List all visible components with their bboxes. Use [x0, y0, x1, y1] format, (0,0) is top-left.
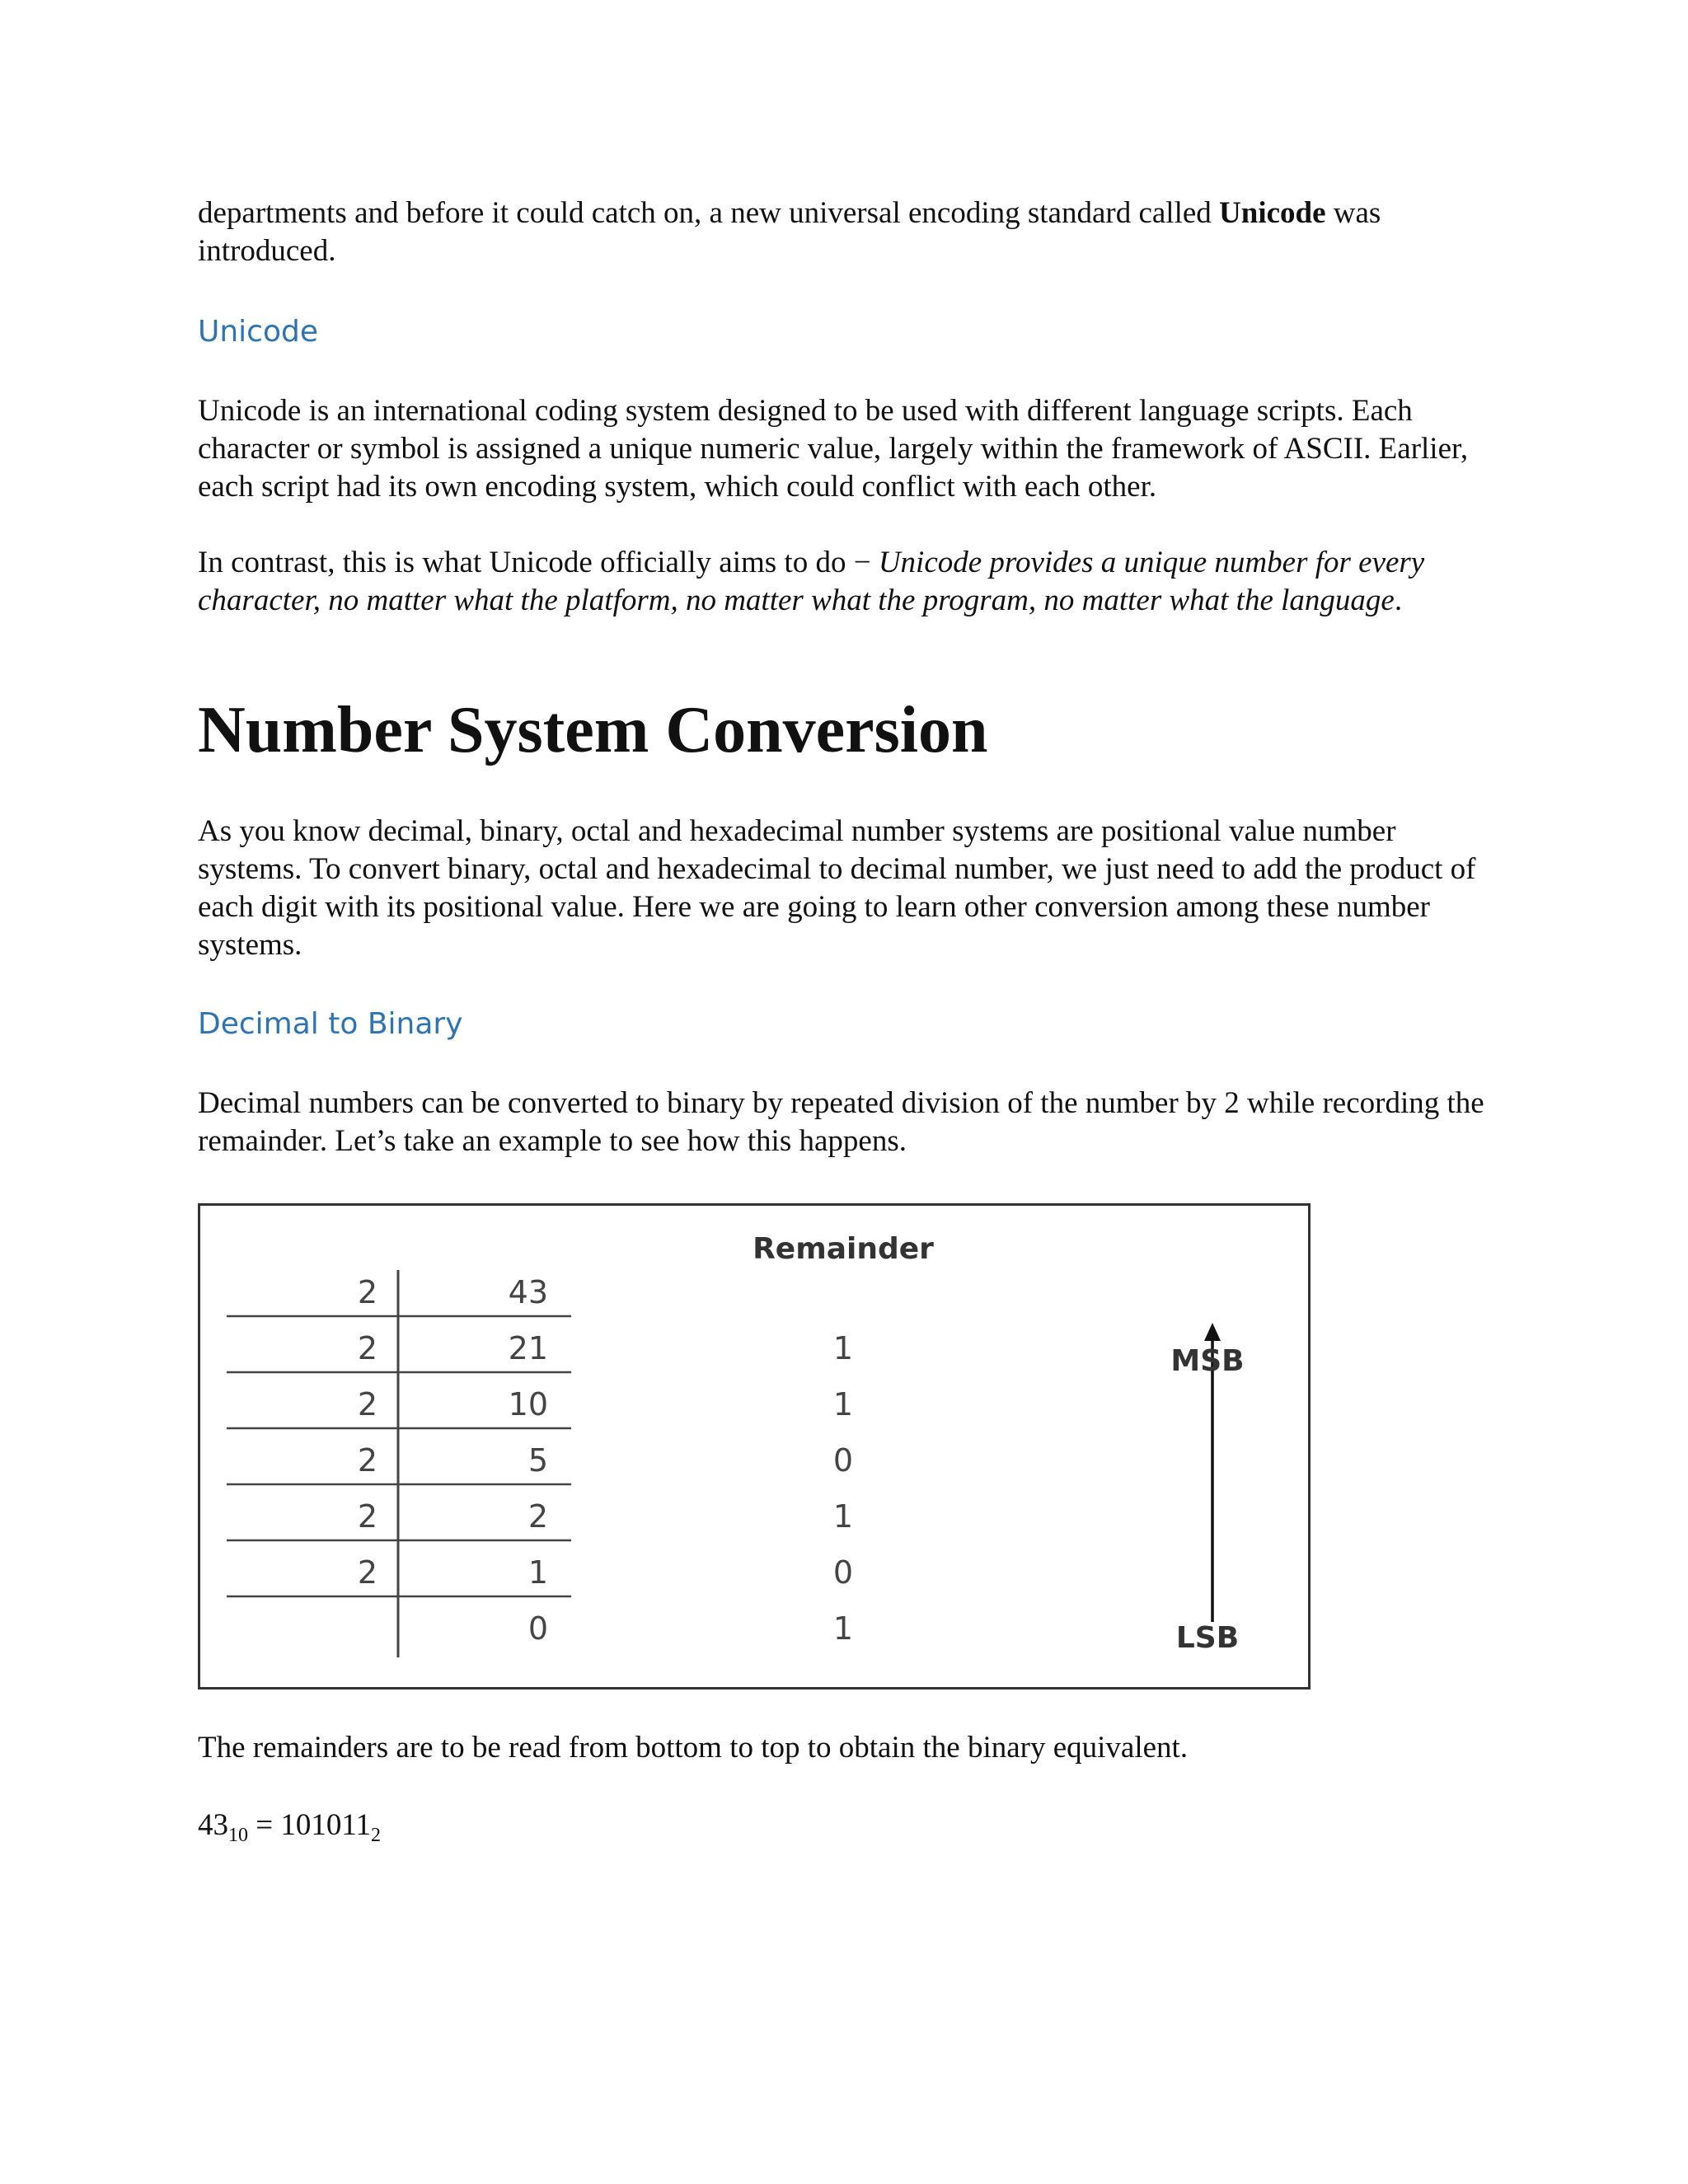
- unicode-p2-lead: In contrast, this is what Unicode officially aims to do −: [198, 546, 879, 579]
- quotient-value: 5: [528, 1442, 548, 1479]
- division-rows: [227, 1274, 853, 1647]
- decimal-to-binary-heading: Decimal to Binary: [198, 1007, 463, 1041]
- division-figure: [198, 1203, 1311, 1690]
- intro-text-end: was introduced.: [198, 196, 1381, 268]
- eq-equals: =: [248, 1808, 281, 1842]
- quotient-value: 43: [508, 1274, 548, 1310]
- arrow-up-icon: [1204, 1323, 1221, 1341]
- conclusion-paragraph: The remainders are to be read from bottom to top to obtain the binary equivalent.: [198, 1731, 1189, 1765]
- intro-paragraph: [198, 194, 1500, 270]
- binary-equation: [198, 1807, 381, 1854]
- quotient-value: 10: [508, 1386, 548, 1422]
- conversion-paragraph: As you know decimal, binary, octal and hexadecimal number systems are positional value number systems. To convert binary, octal and hexadecimal to decimal number, we just need to add the product of each digit with its positional value. Here we are going to learn other conversion among these number systems.: [198, 814, 1476, 962]
- remainder-value: 1: [832, 1330, 854, 1366]
- unicode-paragraph-1: Unicode is an international coding system designed to be used with different language scripts. Each character or symbol is assigned a unique numeric value, largely within the framework of ASCII. Earlier, each script had its own encoding system, which could conflict with each other.: [198, 394, 1469, 504]
- quotient-value: 2: [528, 1498, 548, 1535]
- divisor-value: 2: [357, 1442, 377, 1479]
- divisor-value: 2: [357, 1498, 377, 1535]
- lsb-label: LSB: [1175, 1621, 1240, 1655]
- eq-left-number: 43: [198, 1808, 228, 1842]
- unicode-p2-end: .: [1394, 583, 1403, 617]
- division-diagram: [200, 1206, 1308, 1687]
- quotient-value: 21: [508, 1330, 548, 1366]
- unicode-paragraph-2: [198, 544, 1492, 620]
- divisor-value: 2: [357, 1554, 377, 1591]
- quotient-value: 0: [528, 1610, 548, 1647]
- remainder-value: 1: [832, 1498, 854, 1535]
- decimal-to-binary-paragraph: Decimal numbers can be converted to binary by repeated division of the number by 2 while recording the remainder. Let’s take an example to see how this happens.: [198, 1086, 1484, 1158]
- intro-bold-unicode: Unicode: [1219, 196, 1326, 230]
- conversion-title: Number System Conversion: [198, 694, 988, 766]
- remainder-header: Remainder: [753, 1232, 934, 1266]
- eq-left-base: 10: [228, 1825, 248, 1846]
- eq-right-base: 2: [371, 1825, 382, 1846]
- unicode-heading: Unicode: [198, 315, 318, 349]
- msb-label: MSB: [1170, 1344, 1245, 1378]
- unicode-quote: Unicode provides a unique number for every character, no matter what the platform, no matter what the program, no matter what the language: [198, 546, 1425, 617]
- remainder-value: 0: [832, 1554, 854, 1591]
- remainder-value: 0: [832, 1442, 854, 1479]
- divisor-value: 2: [357, 1386, 377, 1422]
- remainder-value: 1: [832, 1610, 854, 1647]
- divisor-value: 2: [357, 1274, 377, 1310]
- divisor-value: 2: [357, 1330, 377, 1366]
- eq-right-number: 101011: [280, 1808, 372, 1842]
- quotient-value: 1: [528, 1554, 548, 1591]
- intro-text: departments and before it could catch on, a new universal encoding standard called: [198, 196, 1220, 230]
- remainder-value: 1: [832, 1386, 854, 1422]
